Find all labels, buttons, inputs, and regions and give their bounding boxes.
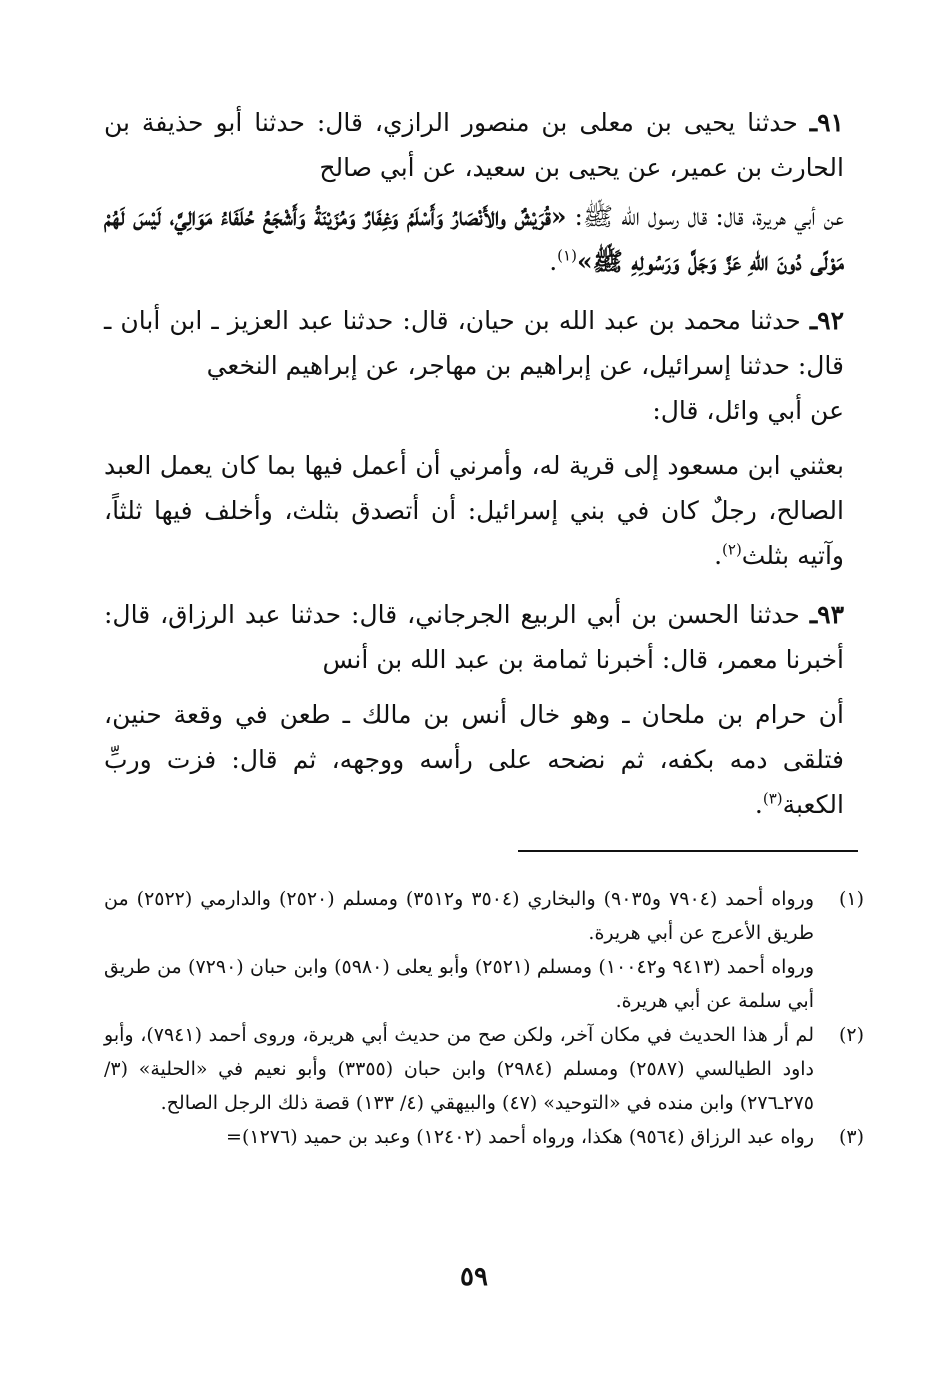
hadith-93-end: .: [754, 790, 763, 819]
footnote-1-line-1: ورواه أحمد (٧٩٠٤ و٩٠٣٥) والبخاري (٣٥٠٤ و٣٥١٢) ومسلم (٢٥٢٠) والدارمي (٢٥٢٢) من طريق الأعرج عن أبي هريرة.: [104, 888, 815, 944]
hadith-93: [104, 592, 844, 827]
hadith-91-isnad-text: حدثنا يحيى بن معلى بن منصور الرازي، قال: حدثنا أبو حذيفة بن الحارث بن عمير، عن يحيى بن سعيد، عن أبي صالح: [104, 108, 844, 182]
footnote-1: [104, 882, 864, 1018]
footnotes: [104, 882, 864, 1154]
footnote-3: [104, 1120, 864, 1154]
hadith-91: [104, 100, 844, 284]
hadith-92-matn-text: بعثني ابن مسعود إلى قرية له، وأمرني أن أعمل فيها بما كان يعمل العبد الصالح، رجلٌ كان في بني إسرائيل: أن أتصدق بثلث، وأخلف فيها ثلثاً، وآتيه بثلث: [104, 451, 844, 570]
hadith-91-number: ٩١ـ: [809, 108, 844, 137]
hadith-93-isnad: [104, 592, 844, 682]
footnote-ref-1: (١): [557, 246, 577, 265]
hadith-91-quote: «قُرَيْشٌ والأَنْصَارُ وَأَسْلَمُ وَغِفَارٌ وَمُزَيْنَةُ وَأَشْجَعُ حُلَفَاءُ مَوَالِيَّ، لَيْسَ لَهُمْ مَوْلًى دُونَ اللهِ عَزَّ وَجَلَّ وَرَسُولِهِ ﷺ»: [104, 202, 844, 276]
hadith-91-matn: [104, 194, 844, 284]
footnote-divider: [518, 850, 858, 852]
footnote-2-line-1: لم أر هذا الحديث في مكان آخر، ولكن صح من حديث أبي هريرة، وروى أحمد (٧٩٤١)، وأبو داود الطيالسي (٢٥٨٧) ومسلم (٢٩٨٤) وابن حبان (٣٣٥٥) وأبو نعيم في «الحلية» (٣/ ٢٧٥ـ٢٧٦) وابن منده في «التوحيد» (٤٧) والبيهقي (٤/ ١٣٣) قصة ذلك الرجل الصالح.: [104, 1024, 814, 1114]
hadith-92-isnad-end: عن أبي وائل، قال:: [652, 396, 844, 425]
hadith-91-end: .: [549, 247, 558, 276]
hadith-93-isnad-text: حدثنا الحسن بن أبي الربيع الجرجاني، قال: حدثنا عبد الرزاق، قال: أخبرنا معمر، قال: أخبرنا ثمامة بن عبد الله بن أنس: [104, 600, 844, 674]
footnote-ref-2: (٢): [722, 540, 742, 559]
footnote-3-line-1: رواه عبد الرزاق (٩٥٦٤) هكذا، ورواه أحمد (١٢٤٠٢) وعبد بن حميد (١٢٧٦)=: [226, 1126, 814, 1148]
page-number: ٥٩: [460, 1262, 488, 1292]
footnote-2: [104, 1018, 864, 1120]
footnote-1-mark: (١): [838, 888, 864, 910]
hadith-93-number: ٩٣ـ: [809, 600, 845, 629]
hadith-92-matn: [104, 443, 844, 578]
hadith-93-matn-text: أن حرام بن ملحان ـ وهو خال أنس بن مالك ـ طعن في وقعة حنين، فتلقى دمه بكفه، ثم نضحه على رأسه ووجهه، ثم قال: فزت وربِّ الكعبة: [104, 700, 844, 819]
main-text: [104, 100, 844, 831]
hadith-92-end: .: [714, 541, 723, 570]
hadith-93-matn: [104, 692, 844, 827]
footnote-1-line-2: ورواه أحمد (٩٤١٣ و١٠٠٤٢) ومسلم (٢٥٢١) وأبو يعلى (٥٩٨٠) وابن حبان (٧٢٩٠) من طريق أبي سلمة عن أبي هريرة.: [104, 956, 814, 1012]
hadith-91-matn-intro: عن أبي هريرة، قال: قال رسول الله ﷺ:: [574, 202, 844, 231]
hadith-91-isnad: [104, 100, 844, 190]
hadith-92: [104, 298, 844, 578]
footnote-2-mark: (٢): [838, 1024, 864, 1046]
footnote-ref-3: (٣): [762, 789, 783, 808]
footnote-3-mark: (٣): [838, 1126, 864, 1148]
hadith-92-number: ٩٢ـ: [809, 306, 844, 335]
hadith-92-isnad: [104, 298, 844, 388]
hadith-92-isnad-text: حدثنا محمد بن عبد الله بن حيان، قال: حدثنا عبد العزيز ـ ابن أبان ـ قال: حدثنا إسرائيل، عن إبراهيم بن مهاجر، عن إبراهيم النخعي: [104, 306, 844, 380]
